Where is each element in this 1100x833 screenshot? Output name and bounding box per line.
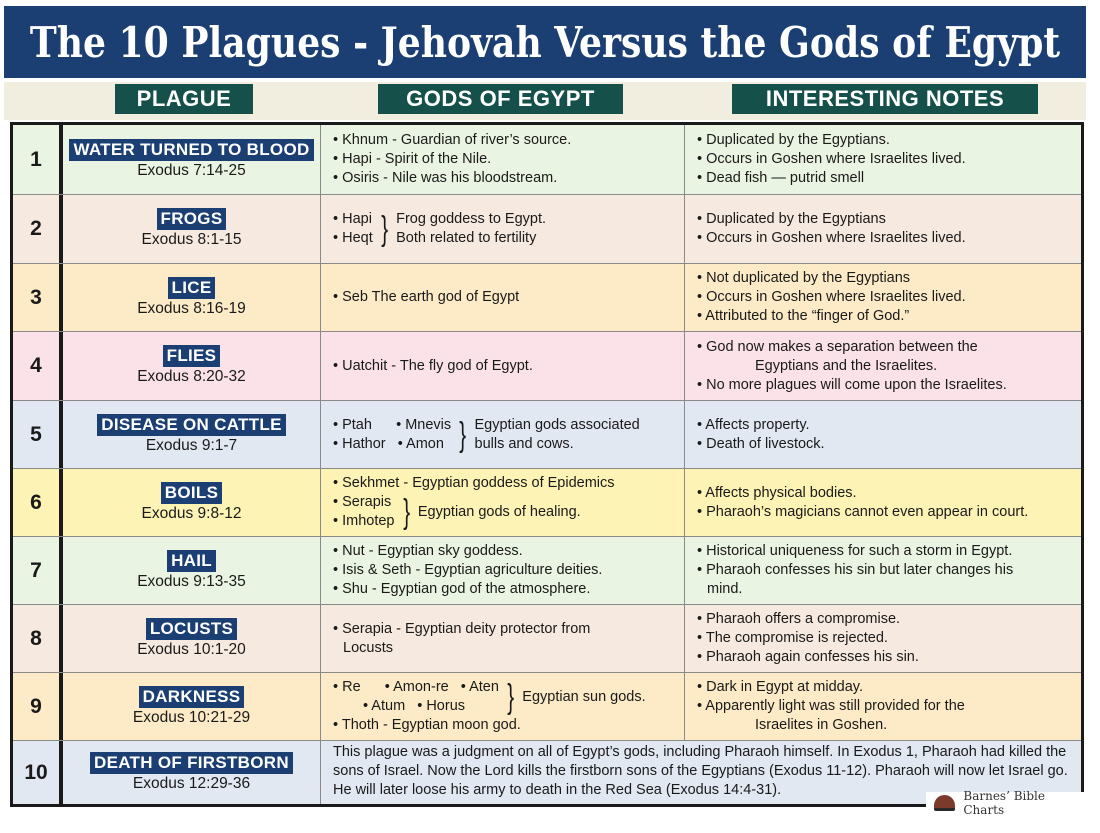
note-line: • Pharaoh’s magicians cannot even appear in court. — [697, 503, 1029, 520]
note-line: • God now makes a separation between the — [697, 338, 978, 355]
row-number: 7 — [13, 537, 63, 604]
plague-reference: Exodus 8:20-32 — [137, 368, 246, 385]
note-line: • The compromise is rejected. — [697, 630, 888, 646]
plague-name: WATER TURNED TO BLOOD — [69, 139, 313, 161]
god-line: • Hapi — [333, 211, 372, 227]
brace-icon: } — [507, 678, 515, 716]
note-line: • Occurs in Goshen where Israelites lived. — [697, 289, 966, 305]
note-line: • Dark in Egypt at midday. — [697, 679, 863, 695]
plague-cell — [63, 673, 321, 740]
plague-reference: Exodus 8:1-15 — [141, 231, 242, 248]
note-line: • Duplicated by the Egyptians — [697, 211, 886, 227]
god-line: • Osiris - Nile was his bloodstream. — [333, 170, 558, 186]
note-line: • No more plagues will come upon the Israelites. — [697, 376, 1007, 393]
note-line: • Historical uniqueness for such a storm in Egypt. — [697, 543, 1013, 559]
table-row — [13, 741, 1081, 804]
plague-reference: Exodus 9:13-35 — [137, 572, 246, 590]
god-line: • Hathor • Amon — [333, 435, 444, 452]
gods-cell — [321, 469, 685, 536]
book-icon — [934, 795, 955, 811]
table-row — [13, 537, 1081, 605]
plague-reference: Exodus 10:21-29 — [132, 708, 251, 726]
notes-cell — [685, 673, 1081, 740]
plague-name: DEATH OF FIRSTBORN — [90, 752, 293, 774]
plague-name: LOCUSTS — [146, 618, 237, 640]
page-title-bar — [4, 6, 1086, 78]
god-line: • Hapi - Spirit of the Nile. — [333, 151, 492, 167]
row-number: 2 — [13, 195, 63, 263]
god-line: Egyptian sun gods. — [522, 688, 646, 705]
god-line: • Thoth - Egyptian moon god. — [333, 717, 521, 733]
god-line: Frog goddess to Egypt. — [396, 211, 547, 227]
brace-icon: } — [381, 210, 388, 248]
god-line: • Serapia - Egyptian deity protector from — [333, 620, 591, 637]
god-line: • Imhotep — [333, 513, 395, 529]
god-line: • Nut - Egyptian sky goddess. — [333, 543, 523, 559]
gods-cell — [321, 332, 685, 400]
plague-cell — [63, 264, 321, 331]
god-line: • Heqt — [333, 230, 373, 246]
plague-name: LICE — [168, 277, 216, 299]
god-group — [333, 493, 684, 531]
gods-cell — [321, 537, 685, 604]
god-line: • Khnum - Guardian of river’s source. — [333, 132, 572, 148]
notes-cell — [685, 537, 1081, 604]
table-row — [13, 401, 1081, 469]
table-row — [13, 195, 1081, 264]
plague-cell — [63, 332, 321, 400]
row-number: 4 — [13, 332, 63, 400]
notes-cell — [685, 605, 1081, 672]
header-notes: INTERESTING NOTES — [732, 84, 1038, 114]
gods-cell — [321, 264, 685, 331]
note-line: Israelites in Goshen. — [755, 717, 888, 733]
table-row — [13, 264, 1081, 332]
header-plague: PLAGUE — [115, 84, 253, 114]
plague-reference: Exodus 9:8-12 — [141, 504, 242, 522]
notes-cell — [685, 195, 1081, 263]
note-line: • Not duplicated by the Egyptians — [697, 270, 911, 286]
note-line: Egyptians and the Israelites. — [755, 357, 938, 374]
god-group — [333, 210, 684, 248]
note-line: • Occurs in Goshen where Israelites lived. — [697, 151, 966, 167]
plague-name: HAIL — [167, 550, 216, 572]
god-line: • Atum • Horus — [363, 698, 466, 714]
note-line: • Apparently light was still provided for the — [697, 698, 965, 714]
plague-name: BOILS — [161, 482, 222, 504]
notes-cell — [685, 469, 1081, 536]
note-line: • Occurs in Goshen where Israelites lived. — [697, 230, 966, 246]
note-line: mind. — [707, 581, 743, 597]
notes-cell — [685, 264, 1081, 331]
header-gods: GODS OF EGYPT — [378, 84, 623, 114]
brace-icon: } — [459, 415, 467, 454]
plague-name: DARKNESS — [139, 686, 245, 708]
god-line: • Sekhmet - Egyptian goddess of Epidemics — [333, 475, 615, 491]
god-line: • Re • Amon-re • Aten — [333, 679, 499, 695]
logo-text: Barnes’ Bible Charts — [963, 789, 1045, 817]
row-number: 3 — [13, 264, 63, 331]
note-line: • Pharaoh offers a compromise. — [697, 611, 901, 627]
god-line: Egyptian gods associated — [474, 416, 640, 433]
plague-name: FROGS — [157, 208, 227, 230]
gods-cell — [321, 605, 685, 672]
god-line: Both related to fertility — [396, 230, 537, 246]
god-line: Locusts — [343, 639, 393, 656]
god-line: Egyptian gods of healing. — [417, 503, 581, 520]
plague-cell — [63, 537, 321, 604]
plague-cell — [63, 125, 321, 194]
note-line: • Pharaoh again confesses his sin. — [697, 649, 919, 665]
table-row — [13, 673, 1081, 741]
god-line: • Serapis — [333, 494, 392, 510]
god-line: bulls and cows. — [474, 435, 574, 452]
god-line: • Seb The earth god of Egypt — [333, 289, 520, 305]
plague-name: DISEASE ON CATTLE — [97, 414, 285, 436]
page-title: The 10 Plagues - Jehovah Versus the Gods of Egypt — [29, 17, 1061, 67]
plague-name: FLIES — [163, 345, 221, 367]
plague-reference: Exodus 12:29-36 — [132, 774, 251, 792]
plague-cell — [63, 401, 321, 468]
note-line: • Affects property. — [697, 416, 810, 433]
gods-cell — [321, 125, 685, 194]
god-line: • Isis & Seth - Egyptian agriculture deities. — [333, 562, 603, 578]
plague-cell — [63, 741, 321, 804]
table-row — [13, 605, 1081, 673]
row-number: 9 — [13, 673, 63, 740]
note-line: • Pharaoh confesses his sin but later changes his — [697, 562, 1014, 578]
plagues-table — [10, 122, 1084, 807]
row-number: 5 — [13, 401, 63, 468]
note-line: • Dead fish — putrid smell — [697, 170, 865, 186]
summary-text: This plague was a judgment on all of Egypt’s gods, including Pharaoh himself. In Exodus 1, Pharaoh had killed the sons of Israel. Now the Lord kills the firstborn sons of the Egyptians (Exodus 11-12). Pharaoh will now let Israel go. He will later loose his army to death in the Red Sea (Exodus 14:4-31). — [333, 744, 1068, 798]
table-row — [13, 125, 1081, 195]
plague-cell — [63, 605, 321, 672]
god-line: • Ptah • Mnevis — [333, 416, 452, 433]
notes-cell — [685, 332, 1081, 400]
plague-reference: Exodus 8:16-19 — [137, 299, 246, 317]
plague-reference: Exodus 9:1-7 — [145, 436, 238, 454]
row-number: 1 — [13, 125, 63, 194]
note-line: • Affects physical bodies. — [697, 484, 857, 501]
brace-icon: } — [402, 493, 410, 531]
notes-cell — [685, 125, 1081, 194]
plague-reference: Exodus 10:1-20 — [137, 640, 246, 658]
god-group — [333, 678, 684, 716]
plague-reference: Exodus 7:14-25 — [137, 161, 246, 179]
table-row — [13, 469, 1081, 537]
row-number: 6 — [13, 469, 63, 536]
gods-cell — [321, 195, 685, 263]
note-line: • Attributed to the “finger of God.” — [697, 308, 910, 324]
god-line: • Uatchit - The fly god of Egypt. — [333, 357, 533, 374]
table-row — [13, 332, 1081, 401]
plague-cell — [63, 469, 321, 536]
god-line: • Shu - Egyptian god of the atmosphere. — [333, 581, 591, 597]
note-line: • Death of livestock. — [697, 435, 825, 452]
god-group — [333, 416, 684, 454]
row-number: 8 — [13, 605, 63, 672]
row-number: 10 — [13, 741, 63, 804]
plague-cell — [63, 195, 321, 263]
publisher-logo — [926, 789, 1086, 817]
notes-cell — [685, 401, 1081, 468]
gods-cell — [321, 401, 685, 468]
note-line: • Duplicated by the Egyptians. — [697, 132, 890, 148]
gods-cell — [321, 673, 685, 740]
